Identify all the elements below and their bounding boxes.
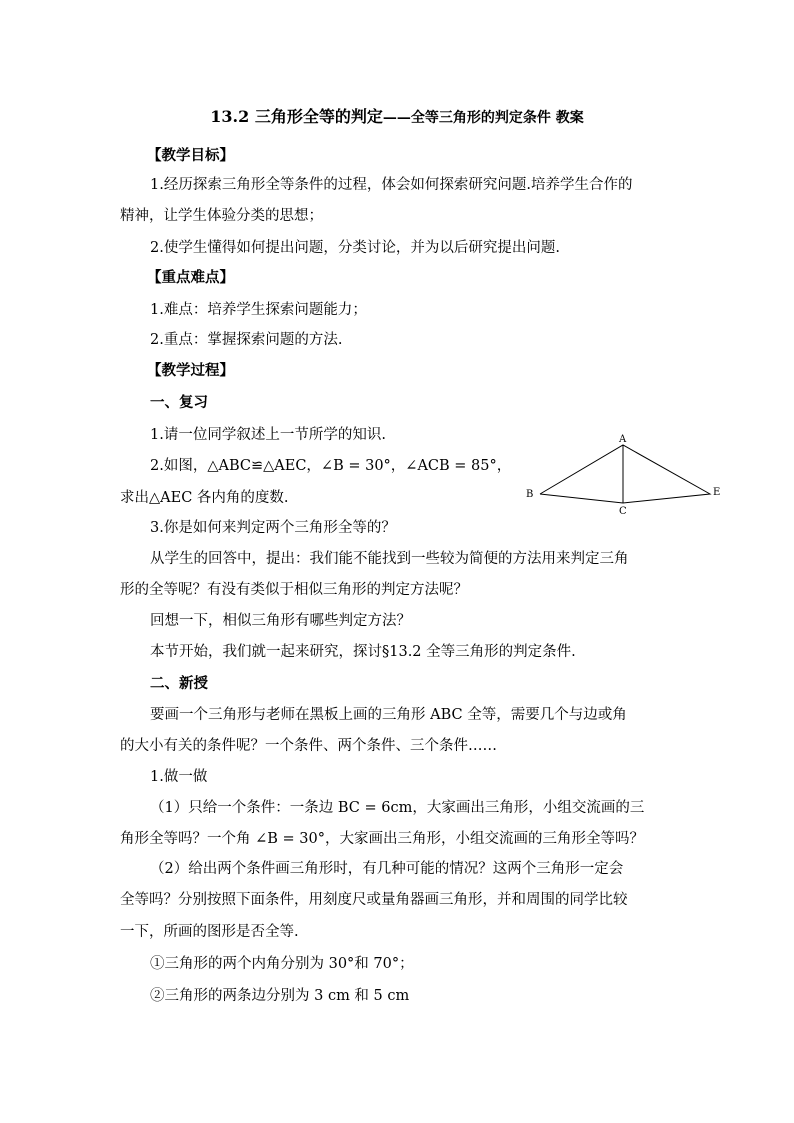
title-main: 13.2 三角形全等的判定: [210, 107, 383, 126]
new-paragraph-1-line-1: 要画一个三角形与老师在黑板上画的三角形 ABC 全等，需要几个与边或角: [150, 707, 627, 723]
step-2-line-3: 一下，所画的图形是否全等.: [120, 924, 299, 940]
review-heading: 一、复习: [150, 394, 208, 411]
review-paragraph-3: 本节开始，我们就一起来研究，探讨§13.2 全等三角形的判定条件.: [150, 644, 576, 660]
condition-2: ②三角形的两条边分别为 3 cm 和 5 cm: [150, 988, 410, 1004]
vertex-label-c: C: [619, 506, 627, 517]
vertex-label-a: A: [619, 434, 627, 445]
review-question-1: 1.请一位同学叙述上一节所学的知识.: [150, 427, 386, 443]
objectives-heading: 【教学目标】: [147, 147, 234, 164]
triangle-diagram: [515, 428, 725, 520]
difficulty-point: 1.难点：培养学生探索问题能力；: [150, 302, 367, 318]
key-point: 2.重点：掌握探索问题的方法.: [150, 332, 343, 348]
new-lesson-heading: 二、新授: [150, 675, 208, 692]
vertex-label-e: E: [713, 487, 721, 498]
key-points-heading: 【重点难点】: [147, 269, 234, 286]
objective-1-line-2: 精神，让学生体验分类的思想；: [120, 208, 323, 224]
review-question-2-line-2: 求出△AEC 各内角的度数.: [120, 490, 289, 506]
review-paragraph-2: 回想一下，相似三角形有哪些判定方法？: [150, 613, 411, 629]
new-paragraph-1-line-2: 的大小有关的条件呢？一个条件、两个条件、三个条件……: [120, 738, 497, 754]
process-heading: 【教学过程】: [147, 362, 234, 379]
step-2-line-2: 全等吗？分别按照下面条件，用刻度尺或量角器画三角形，并和周围的同学比较: [120, 892, 628, 908]
objective-1-line-1: 1.经历探索三角形全等条件的过程，体会如何探索研究问题.培养学生合作的: [150, 177, 633, 193]
step-1-line-1: （1）只给一个条件：一条边 BC = 6cm，大家画出三角形，小组交流画的三: [150, 800, 645, 816]
condition-1: ①三角形的两个内角分别为 30°和 70°；: [150, 956, 414, 972]
title-sub: ——全等三角形的判定条件 教案: [382, 110, 584, 126]
document-title: [0, 106, 794, 129]
step-1-line-2: 角形全等吗？一个角 ∠B = 30°，大家画出三角形，小组交流画的三角形全等吗？: [120, 831, 644, 847]
activity-heading: 1.做一做: [150, 769, 208, 785]
review-paragraph-1-line-1: 从学生的回答中，提出：我们能不能找到一些较为简便的方法用来判定三角: [150, 551, 629, 567]
vertex-label-b: B: [526, 489, 534, 500]
objective-2: 2.使学生懂得如何提出问题，分类讨论，并为以后研究提出问题.: [150, 240, 560, 256]
triangle-abce-outline: [540, 445, 710, 503]
review-paragraph-1-line-2: 形的全等呢？有没有类似于相似三角形的判定方法呢？: [120, 582, 468, 598]
step-2-line-1: （2）给出两个条件画三角形时，有几种可能的情况？这两个三角形一定会: [150, 861, 624, 877]
review-question-3: 3.你是如何来判定两个三角形全等的？: [150, 520, 396, 536]
review-question-2-line-1: 2.如图，△ABC≌△AEC，∠B = 30°，∠ACB = 85°，: [150, 458, 512, 474]
